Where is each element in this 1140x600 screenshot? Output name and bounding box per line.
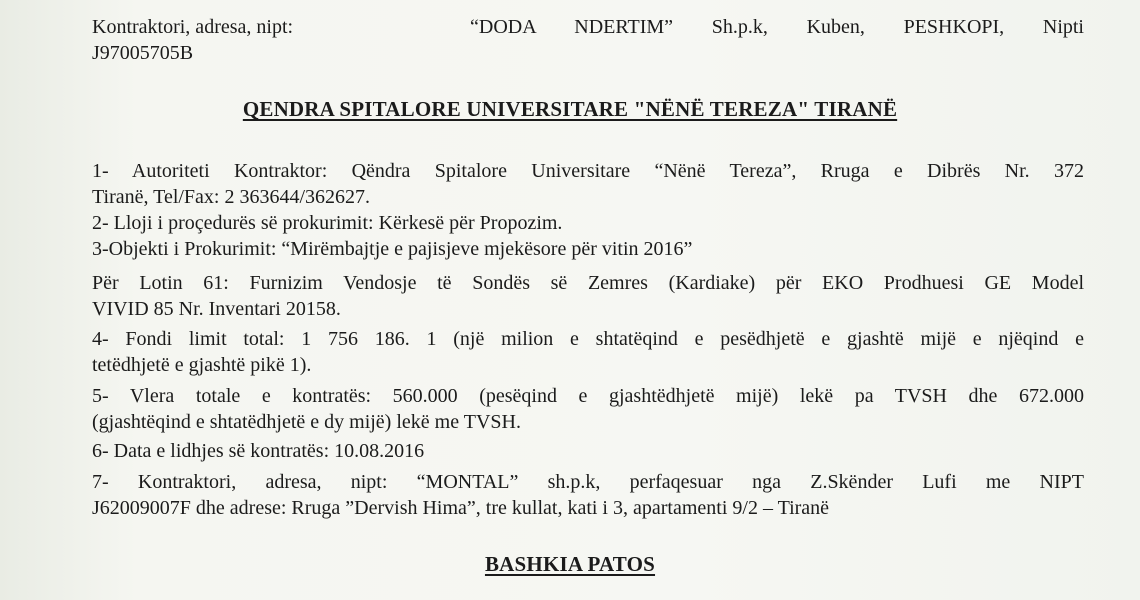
section-title-qsu: QENDRA SPITALORE UNIVERSITARE "NËNË TEREZA" TIRANË [242,97,898,121]
paragraph-line: Për Lotin 61: Furnizim Vendosje të Sondës së Zemres (Kardiake) për EKO Prodhuesi GE Model [92,272,1084,294]
paragraph-line: 7- Kontraktori, adresa, nipt: “MONTAL” sh.p.k, perfaqesuar nga Z.Skënder Lufi me NIPT [92,471,1084,493]
paragraph-line: 6- Data e lidhjes së kontratës: 10.08.2016 [92,440,425,462]
paragraph-line: 1- Autoriteti Kontraktor: Qëndra Spitalore Universitare “Nënë Tereza”, Rruga e Dibrës Nr. 372 [92,160,1084,182]
paragraph-line: (gjashtëqind e shtatëdhjetë e dy mijë) lekë me TVSH. [92,411,521,433]
contractor-value: “DODA NDERTIM” Sh.p.k, Kuben, PESHKOPI, Nipti [470,16,1084,38]
paragraph-line: 4- Fondi limit total: 1 756 186. 1 (një milion e shtatëqind e pesëdhjetë e gjashtë mijë e njëqind e [92,328,1084,350]
paragraph-line: 5- Vlera totale e kontratës: 560.000 (pesëqind e gjashtëdhjetë mijë) lekë pa TVSH dhe 672.000 [92,385,1084,407]
paragraph-line: VIVID 85 Nr. Inventari 20158. [92,298,341,320]
paragraph-line: J62009007F dhe adrese: Rruga ”Dervish Hima”, tre kullat, kati i 3, apartamenti 9/2 – Tiranë [92,497,830,519]
paragraph-line: 2- Lloji i proçedurës së prokurimit: Kërkesë për Propozim. [92,212,563,234]
paragraph-line: tetëdhjetë e gjashtë pikë 1). [92,354,312,376]
paragraph-line: Tiranë, Tel/Fax: 2 363644/362627. [92,186,371,208]
contractor-label: Kontraktori, adresa, nipt: [92,16,294,38]
paragraph-line: 3-Objekti i Prokurimit: “Mirëmbajtje e pajisjeve mjekësore për vitin 2016” [92,238,693,260]
section-title-bashkia: BASHKIA PATOS [484,552,656,576]
contractor-value-continued: J97005705B [92,42,194,64]
